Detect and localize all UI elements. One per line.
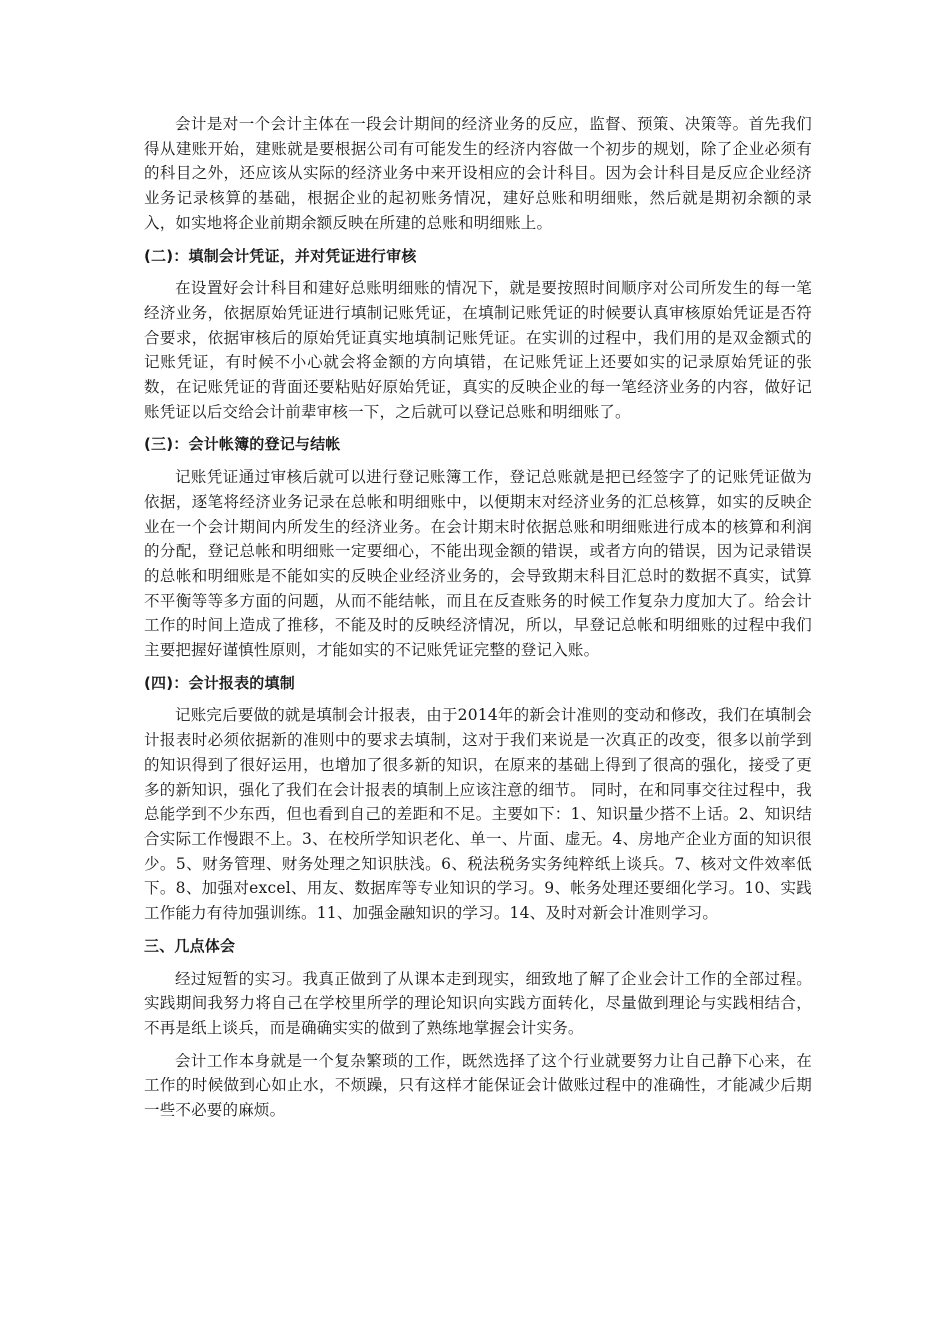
document-body — [144, 112, 812, 1131]
paragraph-reflections-1: 经过短暂的实习。我真正做到了从课本走到现实，细致地了解了企业会计工作的全部过程。实践期间我努力将自己在学校里所学的理论知识向实践方面转化，尽量做到理论与实践相结合，不再是纸上谈兵，而是确确实实的做到了熟练地掌握会计实务。 — [144, 969, 812, 1037]
section-heading-reflections: 三、几点体会 — [144, 936, 236, 955]
paragraph-vouchers: 在设置好会计科目和建好总账明细账的情况下，就是要按照时间顺序对公司所发生的每一笔经济业务，依据原始凭证进行填制记账凭证，在填制记账凭证的时候要认真审核原始凭证是否符合要求，依据审核后的原始凭证真实地填制记账凭证。在实训的过程中，我们用的是双金额式的记账凭证，有时候不小心就会将金额的方向填错，在记账凭证上还要如实的记录原始凭证的张数，在记账凭证的背面还要粘贴好原始凭证，真实的反映企业的每一笔经济业务的内容，做好记账凭证以后交给会计前辈审核一下，之后就可以登记总账和明细账了。 — [144, 279, 812, 421]
section-heading-vouchers: (二)：填制会计凭证，并对凭证进行审核 — [144, 246, 417, 265]
paragraph-accounting-intro: 会计是对一个会计主体在一段会计期间的经济业务的反应，监督、预策、决策等。首先我们得从建账开始，建账就是要根据公司有可能发生的经济内容做一个初步的规划，除了企业必须有的科目之外，还应该从实际的经济业务中来开设相应的会计科目。因为会计科目是反应企业经济业务记录核算的基础，根据企业的起初账务情况，建好总账和明细账，然后就是期初余额的录入，如实地将企业前期余额反映在所建的总账和明细账上。 — [144, 115, 812, 232]
paragraph-ledgers: 记账凭证通过审核后就可以进行登记账簿工作，登记总账就是把已经签字了的记账凭证做为依据，逐笔将经济业务记录在总帐和明细账中，以便期末对经济业务的汇总核算，如实的反映企业在一个会计期间内所发生的经济业务。在会计期末时依据总账和明细账进行成本的核算和利润的分配，登记总帐和明细账一定要细心，不能出现金额的错误，或者方向的错误，因为记录错误的总帐和明细账是不能如实的反映企业经济业务的，会导致期末科目汇总时的数据不真实，试算不平衡等等多方面的问题，从而不能结帐，而且在反查账务的时候工作复杂力度加大了。给会计工作的时间上造成了推移，不能及时的反映经济情况，所以，早登记总帐和明细账的过程中我们主要把握好谨慎性原则，才能如实的不记账凭证完整的登记入账。 — [144, 468, 812, 660]
section-heading-reports: (四)：会计报表的填制 — [144, 673, 295, 692]
section-heading-ledgers: (三)：会计帐簿的登记与结帐 — [144, 435, 341, 454]
paragraph-reflections-2: 会计工作本身就是一个复杂繁琐的工作，既然选择了这个行业就要努力让自己静下心来，在工作的时候做到心如止水，不烦躁，只有这样才能保证会计做账过程中的准确性，才能减少后期一些不必要的麻烦。 — [144, 1051, 812, 1120]
paragraph-reports: 记账完后要做的就是填制会计报表，由于2014年的新会计准则的变动和修改，我们在填制会计报表时必须依据新的准则中的要求去填制，这对于我们来说是一次真正的改变，很多以前学到的知识得到了很好运用，也增加了很多新的知识，在原来的基础上得到了很高的强化，接受了更多的新知识，强化了我们在会计报表的填制上应该注意的细节。 同时，在和同事交往过程中，我总能学到不少东西，但也看到自己的差距和不足。主要如下：1、知识量少搭不上话。2、知识结合实际工作慢跟不上。3、在校所学知识老化、单一、片面、虚无。4、房地产企业方面的知识很少。5、财务管理、财务处理之知识肤浅。6、税法税务实务纯粹纸上谈兵。7、核对文件效率低下。8、加强对excel、用友、数据库等专业知识的学习。9、帐务处理还要细化学习。10、实践工作能力有待加强训练。11、加强金融知识的学习。14、及时对新会计准则学习。 — [144, 706, 812, 923]
